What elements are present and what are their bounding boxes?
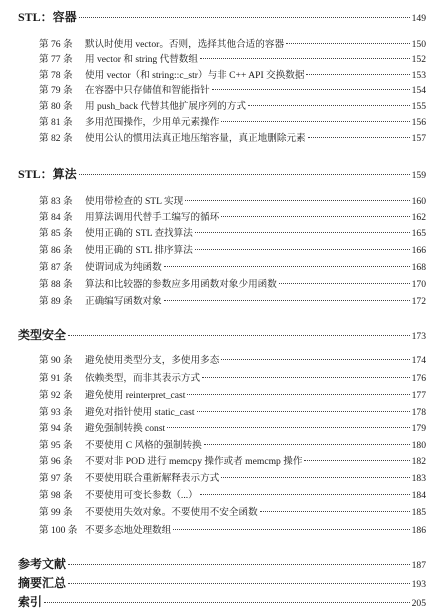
item-number: 第 78 条	[39, 70, 73, 81]
toc-entry[interactable]	[39, 391, 426, 401]
item-number: 第 97 条	[39, 473, 73, 484]
item-title: 避免强制转换 const	[85, 423, 166, 434]
toc-entry[interactable]	[39, 40, 426, 50]
item-title: 使用正确的 STL 查找算法	[85, 228, 193, 239]
dot-leader	[79, 174, 410, 175]
item-number: 第 100 条	[39, 525, 78, 536]
toc-section-heading[interactable]	[18, 329, 426, 342]
item-page-number: 154	[411, 85, 426, 96]
item-title: 使用正确的 STL 排序算法	[85, 245, 193, 256]
item-title: 使谓词成为纯函数	[85, 262, 162, 273]
dot-leader	[304, 460, 409, 461]
dot-leader	[164, 266, 410, 267]
item-title: 不要多态地处理数组	[85, 525, 172, 536]
item-number: 第 89 条	[39, 296, 73, 307]
section-title: STL：容器	[18, 10, 77, 24]
dot-leader	[221, 121, 409, 122]
toc-backmatter-entry[interactable]	[18, 577, 426, 590]
item-number: 第 82 条	[39, 133, 73, 144]
dot-leader	[286, 43, 410, 44]
backmatter-title: 摘要汇总	[18, 576, 67, 590]
backmatter-page-number: 205	[411, 598, 426, 609]
item-page-number: 185	[411, 507, 426, 518]
dot-leader	[197, 411, 410, 412]
item-title: 正确编写函数对象	[85, 296, 162, 307]
toc-entry[interactable]	[39, 441, 426, 451]
dot-leader	[212, 89, 410, 90]
dot-leader	[202, 377, 409, 378]
toc-entry[interactable]	[39, 229, 426, 239]
item-page-number: 150	[411, 39, 426, 50]
dot-leader	[164, 300, 410, 301]
toc-entry[interactable]	[39, 457, 426, 467]
dot-leader	[248, 105, 410, 106]
toc-entry[interactable]	[39, 526, 426, 536]
item-page-number: 160	[411, 196, 426, 207]
item-page-number: 172	[411, 296, 426, 307]
section-title: STL：算法	[18, 167, 77, 181]
section-page-number: 173	[411, 331, 426, 342]
item-title: 避免对指针使用 static_cast	[85, 407, 195, 418]
section-page-number: 159	[411, 170, 426, 181]
item-page-number: 168	[411, 262, 426, 273]
section-page-number: 149	[411, 13, 426, 24]
item-number: 第 92 条	[39, 390, 73, 401]
dot-leader	[306, 74, 409, 75]
dot-leader	[260, 511, 410, 512]
toc-entry[interactable]	[39, 134, 426, 144]
toc-entry[interactable]	[39, 197, 426, 207]
toc-entry[interactable]	[39, 491, 426, 501]
backmatter-page-number: 187	[411, 560, 426, 571]
dot-leader	[308, 137, 410, 138]
item-title: 算法和比较器的参数应多用函数对象少用函数	[85, 279, 277, 290]
dot-leader	[279, 283, 410, 284]
item-title: 避免使用类型分支，多使用多态	[85, 355, 220, 366]
section-title: 类型安全	[18, 328, 67, 342]
toc-backmatter-entry[interactable]	[18, 596, 426, 609]
toc-section-heading[interactable]	[18, 168, 426, 181]
backmatter-page-number: 193	[411, 579, 426, 590]
toc-entry[interactable]	[39, 424, 426, 434]
item-number: 第 80 条	[39, 101, 73, 112]
toc-entry[interactable]	[39, 297, 426, 307]
dot-leader	[44, 602, 410, 603]
dot-leader	[204, 444, 410, 445]
item-title: 多用范围操作，少用单元素操作	[85, 117, 220, 128]
item-number: 第 95 条	[39, 440, 73, 451]
toc-entry[interactable]	[39, 356, 426, 366]
item-title: 用算法调用代替手工编写的循环	[85, 212, 220, 223]
dot-leader	[195, 232, 410, 233]
toc-entry[interactable]	[39, 102, 426, 112]
backmatter-title: 索引	[18, 595, 43, 609]
toc-entry[interactable]	[39, 508, 426, 518]
dot-leader	[68, 335, 410, 336]
dot-leader	[79, 17, 410, 18]
toc-entry[interactable]	[39, 71, 426, 81]
item-title: 不要使用联合重新解释表示方式	[85, 473, 220, 484]
toc-entry[interactable]	[39, 55, 426, 65]
toc-entry[interactable]	[39, 408, 426, 418]
item-title: 使用 vector（和 string::c_str）与非 C++ API 交换数据	[85, 70, 305, 81]
item-page-number: 184	[411, 490, 426, 501]
dot-leader	[68, 564, 410, 565]
dot-leader	[221, 477, 409, 478]
item-page-number: 165	[411, 228, 426, 239]
item-title: 使用带检查的 STL 实现	[85, 196, 184, 207]
item-number: 第 85 条	[39, 228, 73, 239]
dot-leader	[173, 529, 409, 530]
item-number: 第 76 条	[39, 39, 73, 50]
item-page-number: 174	[411, 355, 426, 366]
item-page-number: 177	[411, 390, 426, 401]
item-title: 不要对非 POD 进行 memcpy 操作或者 memcmp 操作	[85, 456, 303, 467]
dot-leader	[195, 249, 410, 250]
dot-leader	[221, 359, 409, 360]
item-number: 第 87 条	[39, 262, 73, 273]
item-page-number: 153	[411, 70, 426, 81]
dot-leader	[187, 394, 409, 395]
item-number: 第 84 条	[39, 212, 73, 223]
toc-entry[interactable]	[39, 263, 426, 273]
dot-leader	[68, 583, 410, 584]
item-number: 第 81 条	[39, 117, 73, 128]
toc-entry[interactable]	[39, 280, 426, 290]
toc-entry[interactable]	[39, 213, 426, 223]
item-page-number: 162	[411, 212, 426, 223]
item-number: 第 96 条	[39, 456, 73, 467]
toc-entry[interactable]	[39, 374, 426, 384]
item-title: 在容器中只存储值和智能指针	[85, 85, 210, 96]
item-title: 默认时使用 vector。否则，选择其他合适的容器	[85, 39, 285, 50]
dot-leader	[221, 216, 409, 217]
item-page-number: 155	[411, 101, 426, 112]
item-title: 不要使用失效对象。不要使用不安全函数	[85, 507, 258, 518]
item-page-number: 186	[411, 525, 426, 536]
dot-leader	[167, 427, 409, 428]
item-page-number: 170	[411, 279, 426, 290]
item-number: 第 90 条	[39, 355, 73, 366]
item-number: 第 86 条	[39, 245, 73, 256]
item-title: 用 push_back 代替其他扩展序列的方式	[85, 101, 246, 112]
item-number: 第 94 条	[39, 423, 73, 434]
item-number: 第 91 条	[39, 373, 73, 384]
item-page-number: 152	[411, 54, 426, 65]
item-title: 不要使用 C 风格的强制转换	[85, 440, 202, 451]
toc-entry[interactable]	[39, 474, 426, 484]
item-title: 不要使用可变长参数（...）	[85, 490, 198, 501]
item-number: 第 98 条	[39, 490, 73, 501]
item-page-number: 157	[411, 133, 426, 144]
item-page-number: 180	[411, 440, 426, 451]
backmatter-title: 参考文献	[18, 557, 67, 571]
item-number: 第 77 条	[39, 54, 73, 65]
item-number: 第 88 条	[39, 279, 73, 290]
toc-entry[interactable]	[39, 246, 426, 256]
dot-leader	[200, 494, 410, 495]
toc-entry[interactable]	[39, 86, 426, 96]
item-number: 第 83 条	[39, 196, 73, 207]
toc-entry[interactable]	[39, 118, 426, 128]
item-page-number: 156	[411, 117, 426, 128]
item-title: 用 vector 和 string 代替数组	[85, 54, 198, 65]
item-number: 第 93 条	[39, 407, 73, 418]
toc-backmatter-entry[interactable]	[18, 558, 426, 571]
item-title: 避免使用 reinterpret_cast	[85, 390, 186, 401]
item-page-number: 166	[411, 245, 426, 256]
item-title: 依赖类型，而非其表示方式	[85, 373, 201, 384]
item-page-number: 178	[411, 407, 426, 418]
item-number: 第 99 条	[39, 507, 73, 518]
item-title: 使用公认的惯用法真正地压缩容量，真正地删除元素	[85, 133, 306, 144]
item-number: 第 79 条	[39, 85, 73, 96]
dot-leader	[185, 200, 409, 201]
toc-section-heading[interactable]	[18, 11, 426, 24]
item-page-number: 179	[411, 423, 426, 434]
dot-leader	[200, 58, 410, 59]
item-page-number: 183	[411, 473, 426, 484]
item-page-number: 182	[411, 456, 426, 467]
item-page-number: 176	[411, 373, 426, 384]
